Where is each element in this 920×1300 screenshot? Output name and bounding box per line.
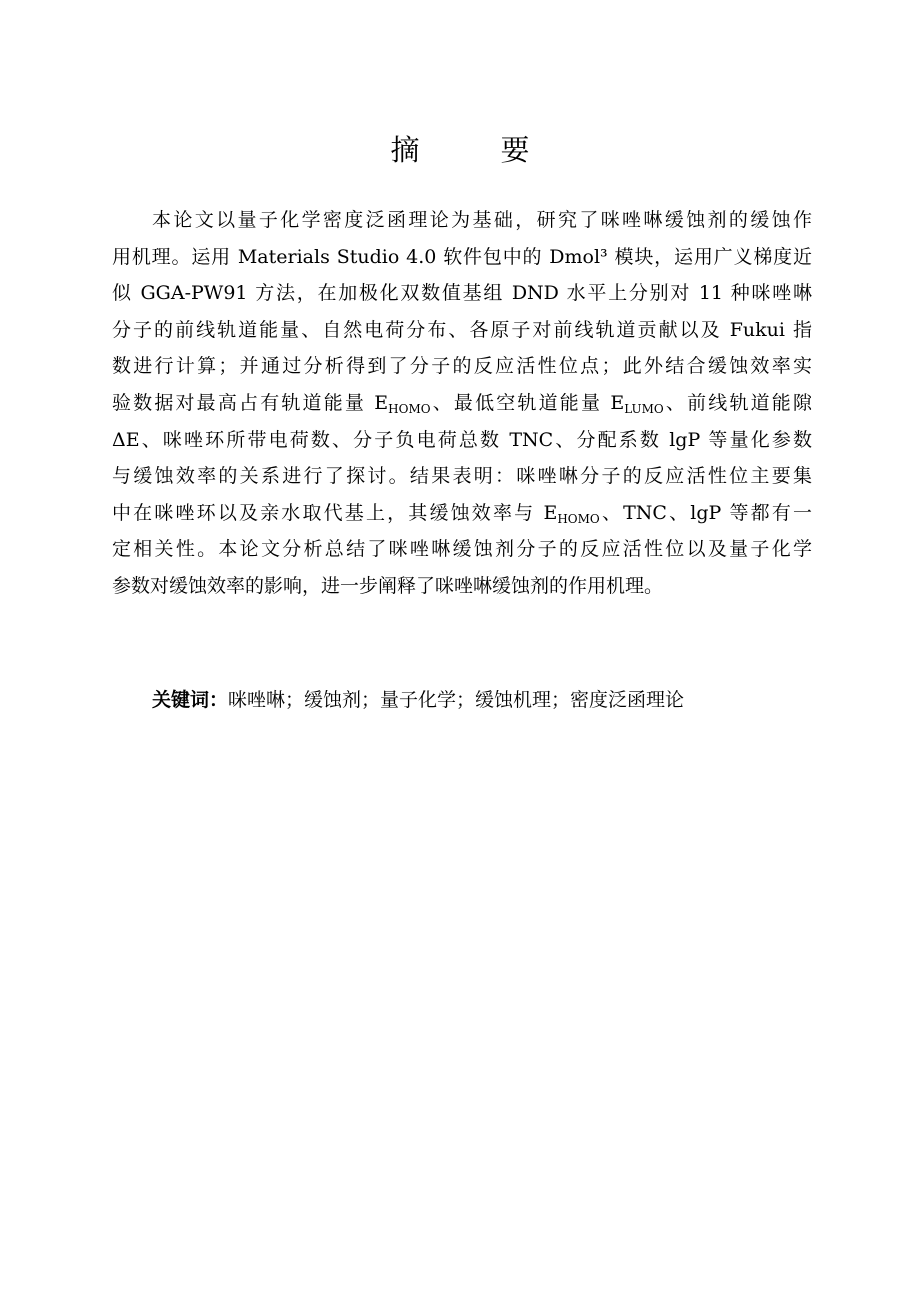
abstract-line: 定相关性。本论文分析总结了咪唑啉缓蚀剂分子的反应活性位以及量子化学	[112, 538, 812, 561]
abstract-line: 数进行计算；并通过分析得到了分子的反应活性位点；此外结合缓蚀效率实	[112, 355, 812, 378]
abstract-line: 本论文以量子化学密度泛函理论为基础，研究了咪唑啉缓蚀剂的缓蚀作	[152, 209, 812, 231]
abstract-body	[112, 202, 812, 605]
abstract-line: 似 GGA-PW91 方法，在加极化双数值基组 DND 水平上分别对 11 种咪唑啉	[112, 282, 812, 305]
abstract-line: 分子的前线轨道能量、自然电荷分布、各原子对前线轨道贡献以及 Fukui 指	[112, 318, 812, 341]
subscript: HOMO	[557, 511, 600, 526]
text-segment: 验数据对最高占有轨道能量 E	[112, 391, 389, 414]
abstract-line: 用机理。运用 Materials Studio 4.0 软件包中的 Dmol³ 模块，运用广义梯度近	[112, 245, 812, 268]
subscript: HOMO	[388, 401, 431, 416]
abstract-line	[112, 385, 812, 422]
text-segment: 、前线轨道能隙	[663, 391, 812, 414]
text-segment: 、最低空轨道能量 E	[430, 391, 625, 414]
text-segment: 中在咪唑环以及亲水取代基上，其缓蚀效率与 E	[112, 501, 558, 524]
abstract-line: 与缓蚀效率的关系进行了探讨。结果表明：咪唑啉分子的反应活性位主要集	[112, 465, 812, 488]
keywords-label: 关键词：	[152, 689, 229, 711]
abstract-line: 参数对缓蚀效率的影响，进一步阐释了咪唑啉缓蚀剂的作用机理。	[112, 574, 664, 597]
abstract-line: ΔE、咪唑环所带电荷数、分子负电荷总数 TNC、分配系数 lgP 等量化参数	[112, 428, 812, 451]
text-segment: 、TNC、lgP 等都有一	[599, 501, 812, 524]
keywords-text: 咪唑啉；缓蚀剂；量子化学；缓蚀机理；密度泛函理论	[228, 689, 685, 711]
subscript: LUMO	[624, 401, 664, 416]
abstract-line	[112, 495, 812, 532]
keywords	[152, 682, 684, 718]
page-title: 摘 要	[390, 133, 556, 167]
